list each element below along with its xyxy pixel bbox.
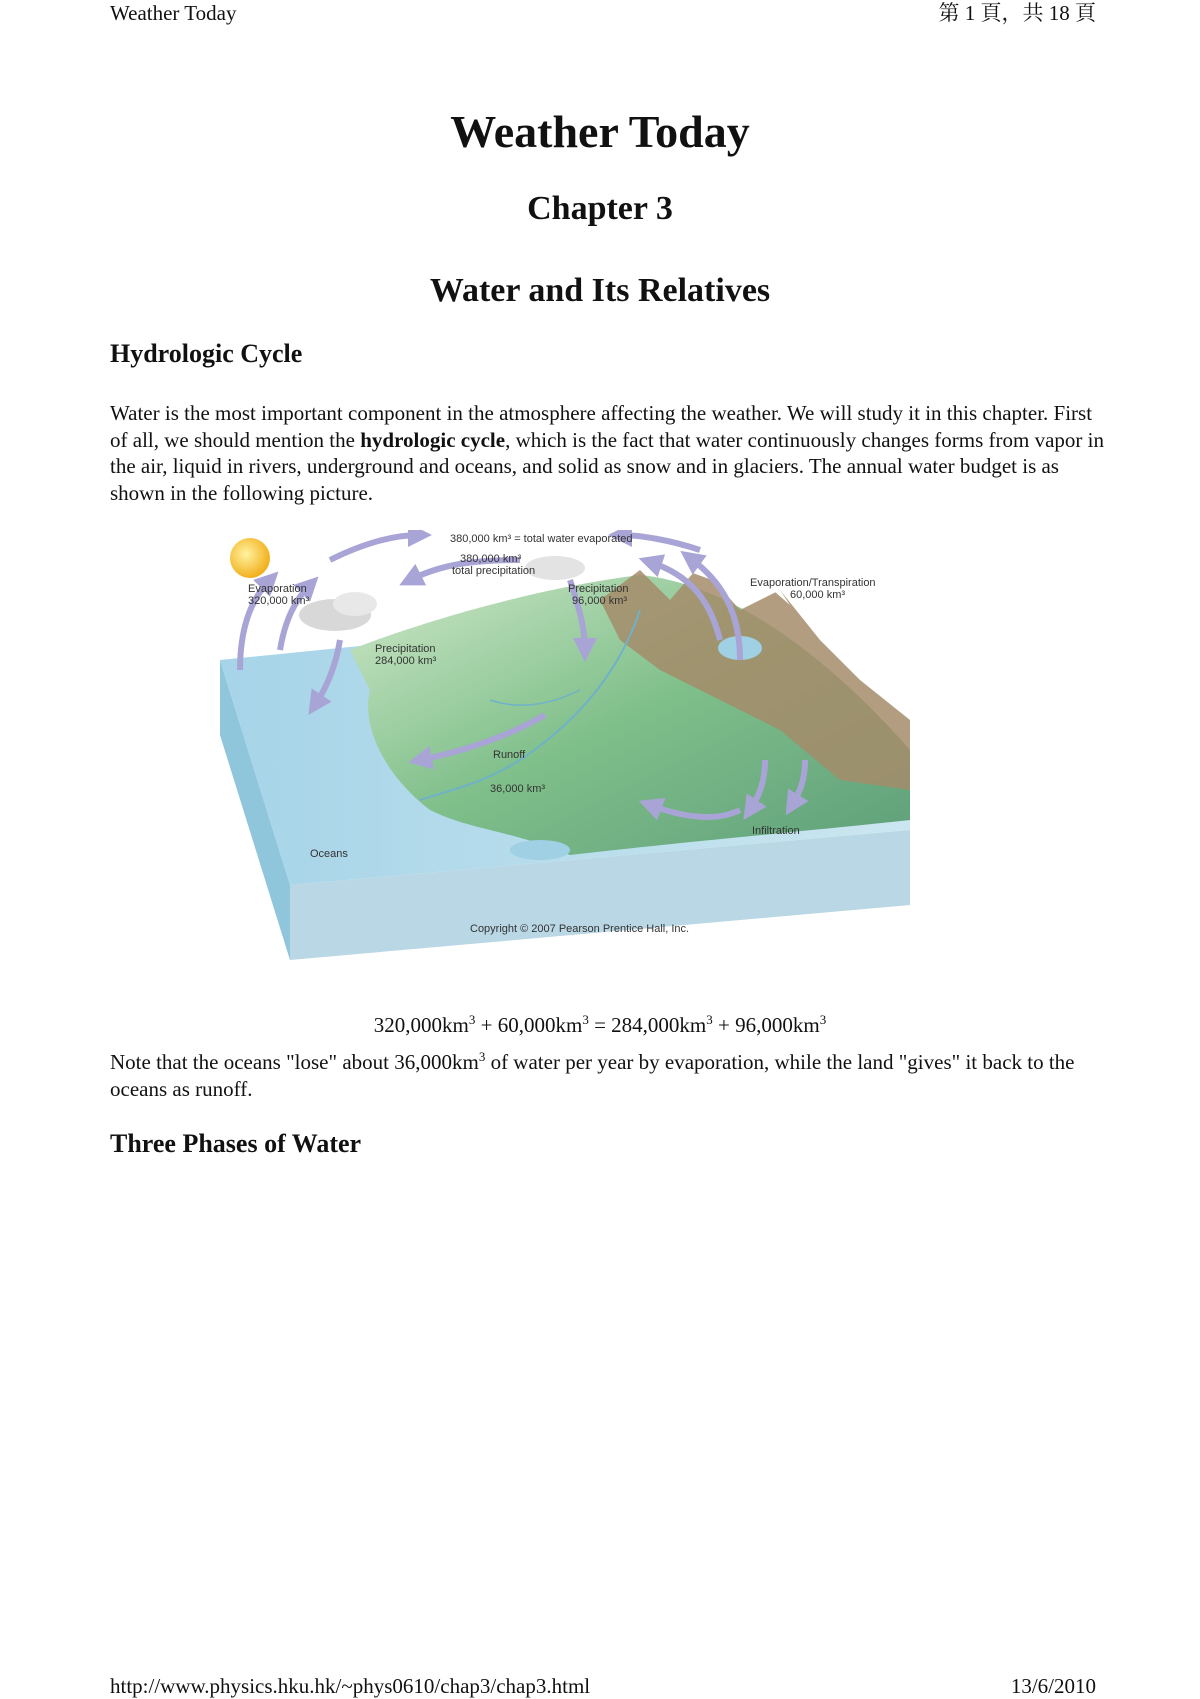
- note-text-start: Note that the oceans "lose" about 36,000km: [110, 1050, 479, 1074]
- hydrologic-cycle-diagram: [220, 530, 990, 990]
- equation-term-4: + 96,000km: [712, 1013, 820, 1037]
- note-exponent: 3: [478, 1049, 486, 1064]
- equation-exponent-4: 3: [819, 1012, 827, 1027]
- intro-bold-term: hydrologic cycle: [360, 427, 506, 452]
- label-precip-land-amount: 96,000 km³: [572, 595, 628, 607]
- hydrologic-cycle-figure: [220, 530, 990, 990]
- label-precip-land: Precipitation: [568, 583, 629, 595]
- footer-url[interactable]: http://www.physics.hku.hk/~phys0610/chap3/chap3.html: [110, 1674, 591, 1698]
- label-precip-ocean-amount: 284,000 km³: [375, 655, 437, 667]
- label-runoff: Runoff: [493, 749, 526, 761]
- intro-paragraph: [110, 400, 1110, 506]
- equation-term-1: 320,000km: [373, 1013, 469, 1037]
- label-oceans: Oceans: [310, 848, 348, 860]
- figure-copyright: Copyright © 2007 Pearson Prentice Hall, Inc.: [470, 923, 690, 935]
- document-title: Weather Today: [450, 106, 750, 157]
- chapter-heading: Chapter 3: [527, 190, 673, 227]
- section-heading-hydrologic-cycle: Hydrologic Cycle: [110, 339, 303, 368]
- label-precip-ocean: Precipitation: [375, 643, 436, 655]
- top-evaporation-arrow: [330, 535, 420, 560]
- footer-date: 13/6/2010: [1010, 1674, 1096, 1698]
- intro-text-end: , which is the fact that water continuously changes forms from vapor in the air, liquid in rivers, underground and oceans, and solid as snow and in glaciers. The annual water budget is as shown in the following picture.: [110, 427, 1104, 505]
- header-page-counter: 第 1 頁，共 18 頁: [938, 1, 1096, 25]
- label-evap-land: Evaporation/Transpiration: [750, 577, 876, 589]
- equation-term-3: = 284,000km: [588, 1013, 707, 1037]
- equation-exponent-3: 3: [706, 1012, 713, 1027]
- equation-term-2: + 60,000km: [475, 1013, 583, 1037]
- header-page-title: Weather Today: [110, 1, 237, 25]
- chapter-subtitle: Water and Its Relatives: [429, 272, 771, 309]
- label-evap-ocean: Evaporation: [248, 583, 307, 595]
- cloud-left-top: [333, 592, 377, 616]
- lake-coastal: [510, 840, 570, 860]
- equation-exponent-2: 3: [582, 1012, 589, 1027]
- intro-text-start: Water is the most important component in the atmosphere affecting the weather. We will study it in this chapter. First of all, we should mention the: [110, 401, 1093, 452]
- note-paragraph: [110, 1049, 1110, 1102]
- label-runoff-amount: 36,000 km³: [490, 783, 546, 795]
- note-text-end: of water per year by evaporation, while the land "gives" it back to the oceans as runoff.: [110, 1050, 1075, 1101]
- label-evap-ocean-amount: 320,000 km³: [248, 595, 310, 607]
- equation-exponent-1: 3: [468, 1012, 476, 1027]
- label-total-evaporated: 380,000 km³ = total water evaporated: [450, 533, 633, 545]
- label-infiltration: Infiltration: [752, 825, 800, 837]
- label-evap-land-amount: 60,000 km³: [790, 589, 846, 601]
- section-heading-three-phases: Three Phases of Water: [110, 1129, 362, 1158]
- sun-graphic: [230, 538, 270, 578]
- water-budget-equation: [0, 1012, 1200, 1038]
- label-total-precip-amount: 380,000 km³: [460, 553, 522, 565]
- label-total-precip-text: total precipitation: [452, 565, 536, 577]
